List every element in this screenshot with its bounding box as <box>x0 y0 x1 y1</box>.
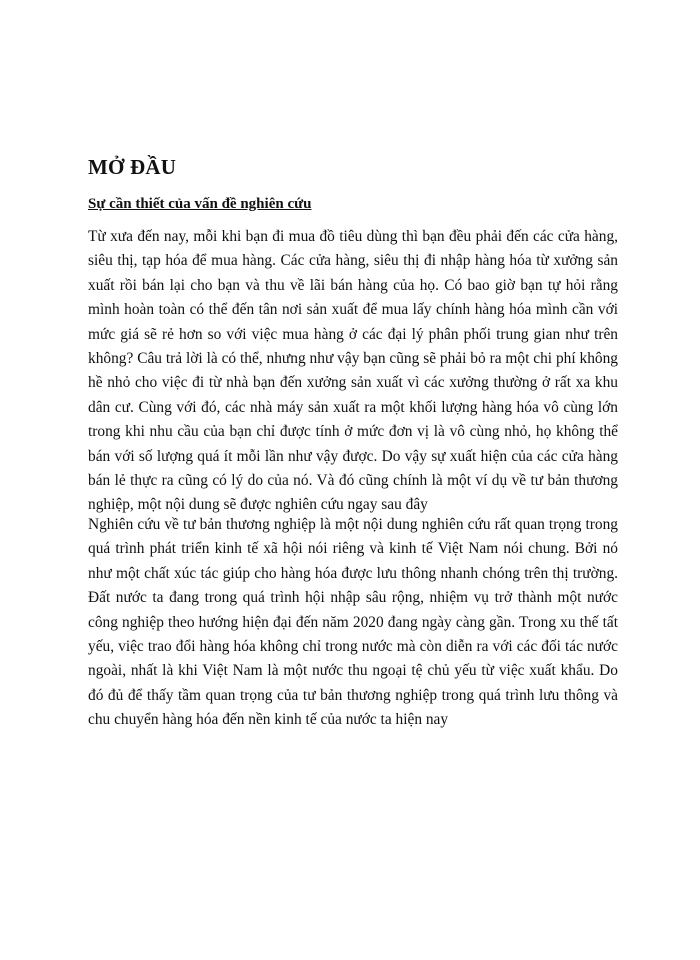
body-paragraph-2: Nghiên cứu về tư bản thương nghiệp là một nội dung nghiên cứu rất quan trọng trong quá trình phát triển kinh tế xã hội nói riêng và kinh tế Việt Nam nói chung. Bởi nó như một chất xúc tác giúp cho hàng hóa được lưu thông nhanh chóng trên thị trường. Đất nước ta đang trong quá trình hội nhập sâu rộng, nhiệm vụ trở thành một nước công nghiệp theo hướng hiện đại đến năm 2020 đang ngày càng gần. Trong xu thế tất yếu, việc trao đổi hàng hóa không chỉ trong nước mà còn diễn ra với các đối tác nước ngoài, nhất là khi Việt Nam là một nước thu ngoại tệ chủ yếu từ việc xuất khẩu. Do đó đủ để thấy tầm quan trọng của tư bản thương nghiệp trong quá trình lưu thông và chu chuyển hàng hóa đến nền kinh tế của nước ta hiện nay <box>88 516 618 729</box>
body-paragraph-1: Từ xưa đến nay, mỗi khi bạn đi mua đồ tiêu dùng thì bạn đều phải đến các cửa hàng, siêu thị, tạp hóa để mua hàng. Các cửa hàng, siêu thị đi nhập hàng hóa từ xưởng sản xuất rồi bán lại cho bạn và thu về lãi bán hàng của họ. Có bao giờ bạn tự hỏi rằng mình hoàn toàn có thể đến tân nơi sản xuất để mua lấy chính hàng hóa mình cần với mức giá sẽ rẻ hơn so với việc mua hàng ở các đại lý phân phối trung gian như trên không? Câu trả lời là có thể, nhưng như vậy bạn cũng sẽ phải bỏ ra một chi phí không hề nhỏ cho việc đi từ nhà bạn đến xưởng sản xuất vì các xưởng thường ở rất xa khu dân cư. Cùng với đó, các nhà máy sản xuất ra một khối lượng hàng hóa vô cùng lớn trong khi nhu cầu của bạn chỉ được tính ở mức đơn vị là vô cùng nhỏ, họ không thể bán với số lượng quá ít mỗi lần như vậy được. Do vậy sự xuất hiện của các cửa hàng bán lẻ thực ra cũng có lý do của nó. Và đó cũng chính là một ví dụ về tư bản thương nghiệp, một nội dung sẽ được nghiên cứu ngay sau đây <box>88 228 618 514</box>
section-subheading: Sự cần thiết của vấn đề nghiên cứu <box>88 196 312 212</box>
page-heading: MỞ ĐẦU <box>88 155 177 179</box>
